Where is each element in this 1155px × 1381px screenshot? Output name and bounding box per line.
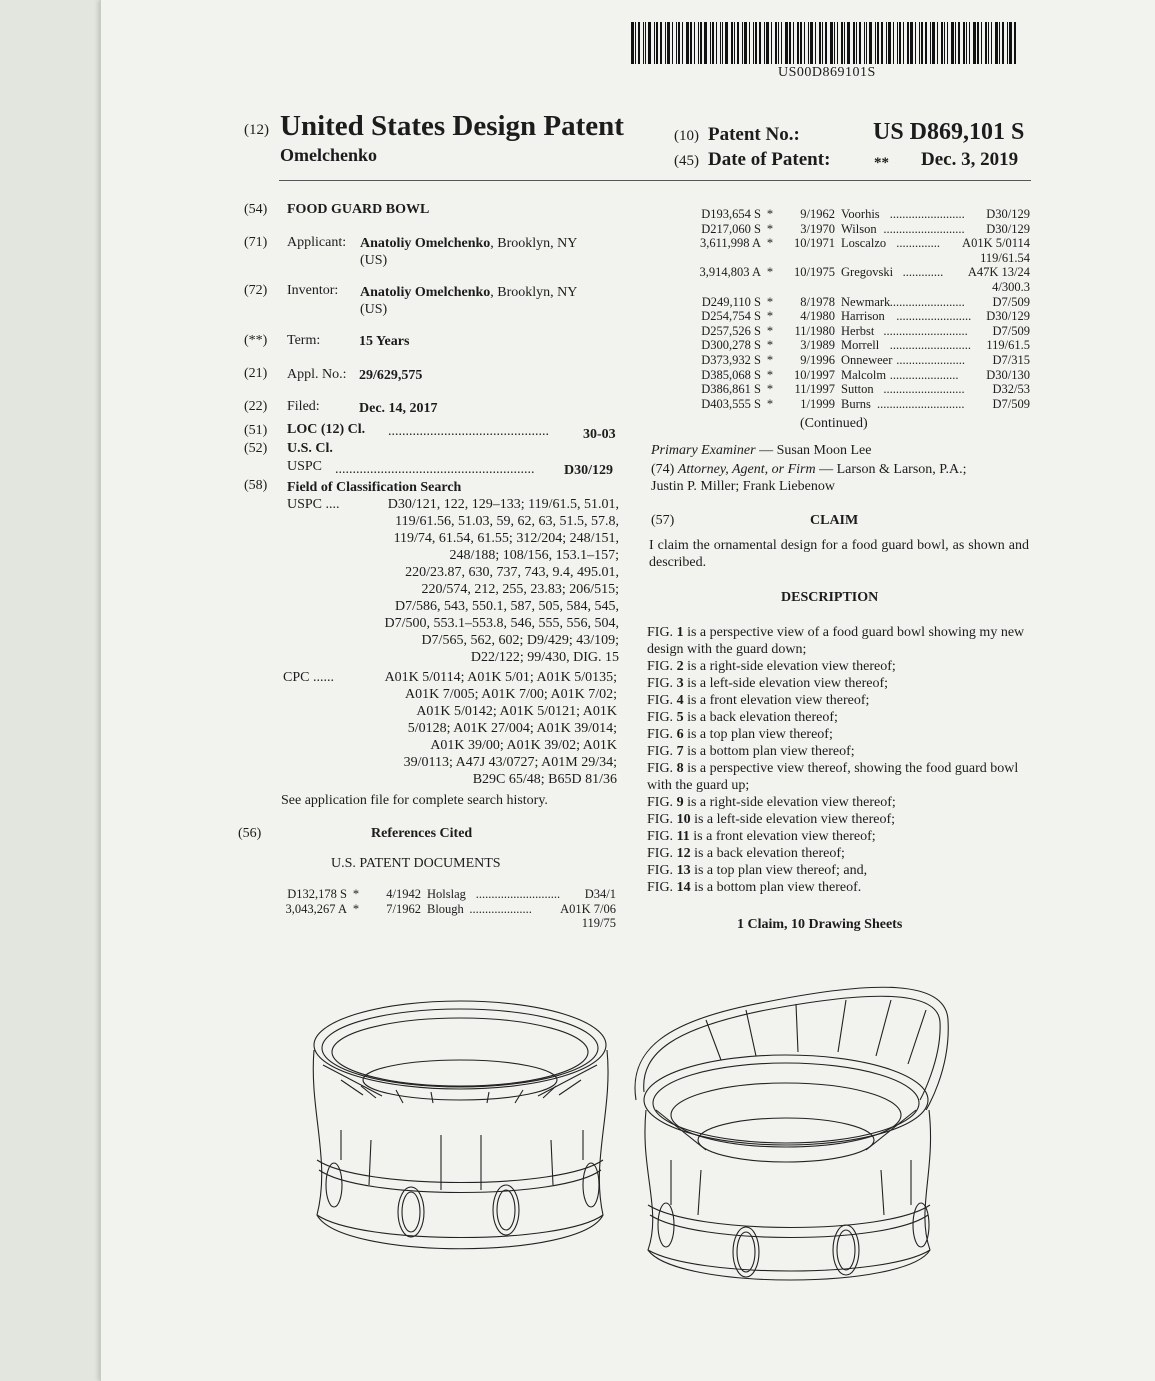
reference-row — [685, 353, 1030, 368]
reference-row — [685, 265, 1030, 280]
reference-row — [685, 309, 1030, 324]
reference-star: * — [766, 382, 774, 397]
reference-class: A47K 13/24 — [967, 265, 1030, 280]
reference-num: D386,861 S — [701, 382, 761, 397]
fig-text: is a back elevation thereof; — [690, 846, 845, 861]
reference-star: * — [766, 221, 774, 236]
reference-date: 10/1975 — [794, 265, 835, 280]
fig-number: 11 — [676, 829, 690, 844]
reference-name: Blough — [427, 901, 464, 916]
reference-name: Newmark — [841, 294, 891, 309]
attorney-label: Attorney, Agent, or Firm — [677, 462, 816, 477]
reference-dots: ........................... — [883, 323, 968, 338]
reference-name: Morrell — [841, 338, 880, 353]
reference-date: 10/1997 — [794, 367, 835, 382]
fig-number: 13 — [676, 863, 691, 878]
fig-text: is a top plan view thereof; and, — [690, 863, 868, 878]
fig-prefix: FIG. — [647, 761, 677, 776]
reference-dots: ........................... — [475, 887, 561, 901]
fig-number: 12 — [676, 846, 691, 861]
examiner-sep: — — [755, 443, 777, 458]
fig-text: is a right-side elevation view thereof; — [683, 795, 896, 810]
class-line: D7/586, 543, 550.1, 587, 505, 584, 545, — [395, 599, 619, 614]
class-line: 220/574, 212, 255, 23.83; 206/515; — [421, 582, 619, 597]
fig-text: is a left-side elevation view thereof; — [683, 676, 889, 691]
fig-text: is a front elevation view thereof; — [689, 829, 876, 844]
reference-num: 3,043,267 A — [285, 901, 347, 916]
reference-star: * — [766, 207, 774, 221]
reference-dots: ........................ — [896, 309, 972, 324]
fig-number: 8 — [676, 761, 684, 776]
fig-prefix: FIG. — [647, 625, 677, 640]
filed-label: Filed: — [287, 399, 320, 414]
figure-description — [647, 811, 1031, 828]
reference-star: * — [352, 901, 360, 916]
code-45: (45) — [674, 153, 699, 169]
reference-star: * — [766, 396, 774, 411]
reference-num: D217,060 S — [701, 221, 761, 236]
claim-text: I claim the ornamental design for a food guard bowl, as shown and described. — [649, 538, 1029, 570]
left-references — [271, 887, 616, 931]
attorney — [651, 461, 1031, 495]
reference-row — [685, 236, 1030, 251]
attorney-line2: Justin P. Miller; Frank Liebenow — [651, 479, 835, 494]
class-line: D7/565, 562, 602; D9/429; 43/109; — [421, 633, 619, 648]
fig-prefix: FIG. — [647, 659, 677, 674]
reference-class: 119/61.5 — [986, 338, 1030, 353]
reference-dots: .......................... — [889, 338, 972, 353]
fig-prefix: FIG. — [647, 727, 677, 742]
filed-value: Dec. 14, 2017 — [359, 401, 438, 416]
reference-class: 119/61.54 — [980, 250, 1030, 265]
class-line: D30/121, 122, 129–133; 119/61.5, 51.01, — [387, 497, 619, 512]
reference-date: 9/1962 — [800, 207, 835, 221]
examiner-name: Susan Moon Lee — [776, 443, 872, 458]
class-line: A01K 5/0142; A01K 5/0121; A01K — [416, 704, 617, 719]
fig-text: is a perspective view thereof, showing the food guard bowl with the guard up; — [647, 761, 1019, 793]
code-22: (22) — [244, 399, 268, 414]
class-line: A01K 5/0114; A01K 5/01; A01K 5/0135; — [384, 670, 617, 685]
loc-value: 30-03 — [583, 427, 616, 442]
fig-text: is a bottom plan view thereof. — [690, 880, 862, 895]
figure-description — [647, 862, 1031, 879]
figure-description — [647, 726, 1031, 743]
reference-row — [685, 382, 1030, 397]
reference-num: D132,178 S — [287, 887, 347, 901]
reference-num: D385,068 S — [701, 367, 761, 382]
code-57: (57) — [651, 513, 675, 528]
figure-description — [647, 845, 1031, 862]
fig-prefix: FIG. — [647, 829, 677, 844]
date-label: Date of Patent: — [708, 149, 831, 170]
code-54: (54) — [244, 202, 268, 217]
claims-summary: 1 Claim, 10 Drawing Sheets — [737, 917, 903, 932]
date-mark: ** — [874, 155, 889, 171]
figure-description — [647, 624, 1031, 658]
reference-row — [685, 397, 1030, 412]
reference-row — [685, 338, 1030, 353]
reference-row — [271, 916, 616, 931]
code-71: (71) — [244, 235, 268, 250]
reference-row — [685, 295, 1030, 310]
term-label: Term: — [287, 333, 321, 348]
reference-row — [685, 280, 1030, 295]
figure-descriptions — [647, 624, 1031, 896]
reference-class: 4/300.3 — [992, 279, 1030, 294]
fig-number: 5 — [676, 710, 684, 725]
uspc-label: USPC — [287, 459, 323, 474]
reference-name: Herbst — [841, 323, 875, 338]
reference-name: Gregovski — [841, 265, 894, 280]
term-value: 15 Years — [359, 334, 410, 349]
figure-description — [647, 879, 1031, 896]
reference-dots: .................... — [469, 901, 532, 916]
applicant-value — [360, 235, 630, 269]
reference-row — [685, 324, 1030, 339]
fig-prefix: FIG. — [647, 812, 677, 827]
fig-text: is a bottom plan view thereof; — [683, 744, 855, 759]
code-72: (72) — [244, 283, 268, 298]
inventor-country: (US) — [360, 302, 388, 317]
fig-text: is a back elevation thereof; — [683, 710, 838, 725]
code-term: (**) — [244, 333, 268, 348]
examiner-label: Primary Examiner — [651, 443, 756, 458]
code-52: (52) — [244, 441, 268, 456]
figure-description — [647, 794, 1031, 811]
applicant-label: Applicant: — [287, 235, 347, 250]
inventor-value — [360, 284, 630, 318]
reference-date: 8/1978 — [800, 294, 835, 309]
class-line: A01K 39/00; A01K 39/02; A01K — [430, 738, 617, 753]
class-line: 5/0128; A01K 27/004; A01K 39/014; — [407, 721, 617, 736]
reference-class: D30/129 — [986, 221, 1030, 236]
reference-date: 11/1997 — [794, 382, 835, 397]
fig-text: is a front elevation view thereof; — [683, 693, 870, 708]
class-line: D22/122; 99/430, DIG. 15 — [470, 650, 619, 665]
design-title: FOOD GUARD BOWL — [287, 202, 430, 217]
reference-class: D7/509 — [992, 294, 1030, 309]
reference-name: Voorhis — [841, 207, 880, 221]
fig-number: 10 — [676, 812, 691, 827]
appl-no-label: Appl. No.: — [287, 367, 347, 382]
header-rule — [279, 180, 1031, 181]
class-line: D7/500, 553.1–553.8, 546, 555, 556, 504, — [384, 616, 619, 631]
reference-num: D300,278 S — [701, 338, 761, 353]
reference-row — [271, 902, 616, 917]
reference-name: Loscalzo — [841, 236, 887, 251]
figure-description — [647, 675, 1031, 692]
reference-num: D373,932 S — [701, 352, 761, 367]
reference-date: 7/1962 — [386, 901, 421, 916]
class-line: 119/74, 61.54, 61.55; 312/204; 248/151, — [393, 531, 619, 546]
uspc-dots: ......................................................... — [335, 462, 535, 477]
reference-class: A01K 7/06 — [560, 901, 616, 916]
reference-row — [685, 222, 1030, 237]
reference-class: 119/75 — [581, 916, 616, 931]
reference-date: 11/1980 — [794, 323, 835, 338]
code-12: (12) — [244, 122, 269, 138]
code-21: (21) — [244, 366, 268, 381]
fig-number: 6 — [676, 727, 684, 742]
field-search-label: Field of Classification Search — [287, 480, 462, 495]
code-56: (56) — [238, 826, 262, 841]
reference-row — [685, 207, 1030, 222]
barcode-text: US00D869101S — [778, 65, 876, 80]
reference-class: D32/53 — [992, 382, 1030, 397]
reference-class: D34/1 — [584, 887, 616, 901]
search-note: See application file for complete search history. — [281, 793, 548, 808]
fig-prefix: FIG. — [647, 744, 677, 759]
patent-no-label: Patent No.: — [708, 124, 800, 145]
reference-name: Holslag — [427, 887, 466, 901]
right-references — [685, 207, 1030, 411]
loc-dots: .............................................. — [388, 424, 549, 439]
reference-num: D403,555 S — [701, 396, 761, 411]
code-10: (10) — [674, 128, 699, 144]
field-uspc-label: USPC .... — [287, 497, 340, 512]
reference-star: * — [766, 294, 774, 309]
reference-date: 10/1971 — [794, 236, 835, 251]
figure-description — [647, 743, 1031, 760]
reference-dots: ............................ — [877, 396, 965, 411]
figure-description — [647, 709, 1031, 726]
attorney-sep: — — [815, 462, 837, 477]
fig-number: 4 — [676, 693, 684, 708]
us-cl-label: U.S. Cl. — [287, 441, 333, 456]
reference-date: 9/1996 — [800, 352, 835, 367]
reference-star: * — [766, 236, 774, 251]
reference-class: D7/509 — [992, 323, 1030, 338]
fig-number: 1 — [676, 625, 684, 640]
inventor-name: Anatoliy Omelchenko — [360, 285, 491, 300]
continued: (Continued) — [800, 416, 868, 431]
reference-row — [271, 887, 616, 902]
code-58: (58) — [244, 478, 268, 493]
reference-dots: ............. — [902, 265, 944, 280]
refs-heading: References Cited — [371, 826, 473, 841]
fig-text: is a perspective view of a food guard bowl showing my new design with the guard down; — [647, 625, 1025, 657]
fig-prefix: FIG. — [647, 795, 677, 810]
cpc-classes — [331, 669, 617, 788]
class-line: 248/188; 108/156, 153.1–157; — [449, 548, 619, 563]
reference-name: Wilson — [841, 221, 877, 236]
fig-prefix: FIG. — [647, 846, 677, 861]
loc-label: LOC (12) Cl. — [287, 422, 366, 437]
barcode — [631, 22, 1036, 64]
class-line: 39/0113; A47J 43/0727; A01M 29/34; — [403, 755, 617, 770]
reference-name: Malcolm — [841, 367, 887, 382]
figure-description — [647, 828, 1031, 845]
bowl-drawing-guard-up — [626, 960, 956, 1290]
fig-prefix: FIG. — [647, 863, 677, 878]
reference-name: Onneweer — [841, 352, 893, 367]
inventor-label: Inventor: — [287, 283, 339, 298]
reference-row — [685, 251, 1030, 266]
fig-prefix: FIG. — [647, 710, 677, 725]
reference-class: D7/315 — [992, 352, 1030, 367]
reference-class: D30/129 — [986, 309, 1030, 324]
figure-description — [647, 692, 1031, 709]
reference-star: * — [766, 265, 774, 280]
reference-dots: ........................ — [889, 294, 965, 309]
applicant-location: , Brooklyn, NY — [490, 236, 578, 251]
code-51: (51) — [244, 423, 268, 438]
field-cpc-label: CPC ...... — [283, 670, 334, 685]
fig-number: 7 — [676, 744, 684, 759]
reference-class: D30/130 — [986, 367, 1030, 382]
appl-no-value: 29/629,575 — [359, 368, 423, 383]
reference-num: D254,754 S — [701, 309, 761, 324]
reference-star: * — [766, 323, 774, 338]
patent-date: Dec. 3, 2019 — [921, 149, 1019, 170]
reference-num: D193,654 S — [701, 207, 761, 221]
reference-dots: ...................... — [889, 367, 959, 382]
description-heading: DESCRIPTION — [781, 590, 879, 605]
inventor-location: , Brooklyn, NY — [490, 285, 578, 300]
reference-num: D257,526 S — [701, 323, 761, 338]
fig-text: is a left-side elevation view thereof; — [690, 812, 896, 827]
reference-name: Sutton — [841, 382, 874, 397]
patent-number: US D869,101 S — [873, 119, 1025, 145]
reference-num: 3,914,803 A — [699, 265, 761, 280]
patent-title: United States Design Patent — [280, 110, 624, 142]
reference-name: Harrison — [841, 309, 885, 324]
figure-description — [647, 760, 1031, 794]
reference-dots: ...................... — [896, 352, 965, 367]
code-74: (74) — [651, 462, 675, 477]
reference-date: 4/1980 — [800, 309, 835, 324]
reference-date: 4/1942 — [386, 887, 421, 901]
fig-number: 14 — [676, 880, 691, 895]
fig-number: 2 — [676, 659, 684, 674]
fig-number: 9 — [676, 795, 684, 810]
bowl-drawing-guard-down — [301, 990, 621, 1280]
reference-star: * — [352, 887, 360, 901]
reference-class: A01K 5/0114 — [962, 236, 1030, 251]
inventor-surname: Omelchenko — [280, 145, 377, 165]
reference-dots: .......................... — [883, 382, 965, 397]
fig-text: is a top plan view thereof; — [683, 727, 833, 742]
fig-prefix: FIG. — [647, 676, 677, 691]
us-docs-heading: U.S. PATENT DOCUMENTS — [331, 856, 501, 871]
reference-star: * — [766, 352, 774, 367]
reference-date: 1/1999 — [800, 396, 835, 411]
reference-dots: .......................... — [883, 221, 965, 236]
reference-date: 3/1970 — [800, 221, 835, 236]
fig-text: is a right-side elevation view thereof; — [683, 659, 896, 674]
claim-heading: CLAIM — [810, 513, 859, 528]
reference-class: D7/509 — [992, 396, 1030, 411]
applicant-country: (US) — [360, 253, 388, 268]
uspc-classes — [331, 496, 619, 666]
uspc-value: D30/129 — [564, 463, 613, 478]
class-line: 220/23.87, 630, 737, 743, 9.4, 495.01, — [405, 565, 619, 580]
attorney-line1: Larson & Larson, P.A.; — [836, 462, 967, 477]
reference-star: * — [766, 309, 774, 324]
fig-prefix: FIG. — [647, 880, 677, 895]
reference-class: D30/129 — [986, 207, 1030, 221]
reference-date: 3/1989 — [800, 338, 835, 353]
class-line: 119/61.56, 51.03, 59, 62, 63, 51.5, 57.8, — [395, 514, 619, 529]
examiner — [651, 442, 871, 459]
reference-name: Burns — [841, 396, 871, 411]
figure-description — [647, 658, 1031, 675]
class-line: A01K 7/005; A01K 7/00; A01K 7/02; — [405, 687, 617, 702]
reference-star: * — [766, 367, 774, 382]
reference-dots: ........................ — [889, 207, 965, 221]
applicant-name: Anatoliy Omelchenko — [360, 236, 491, 251]
reference-star: * — [766, 338, 774, 353]
reference-num: 3,611,998 A — [700, 236, 761, 251]
reference-dots: .............. — [896, 236, 940, 251]
fig-number: 3 — [676, 676, 684, 691]
reference-row — [685, 368, 1030, 383]
patent-page — [100, 0, 1155, 1381]
fig-prefix: FIG. — [647, 693, 677, 708]
class-line: B29C 65/48; B65D 81/36 — [472, 772, 617, 787]
reference-num: D249,110 S — [701, 294, 761, 309]
